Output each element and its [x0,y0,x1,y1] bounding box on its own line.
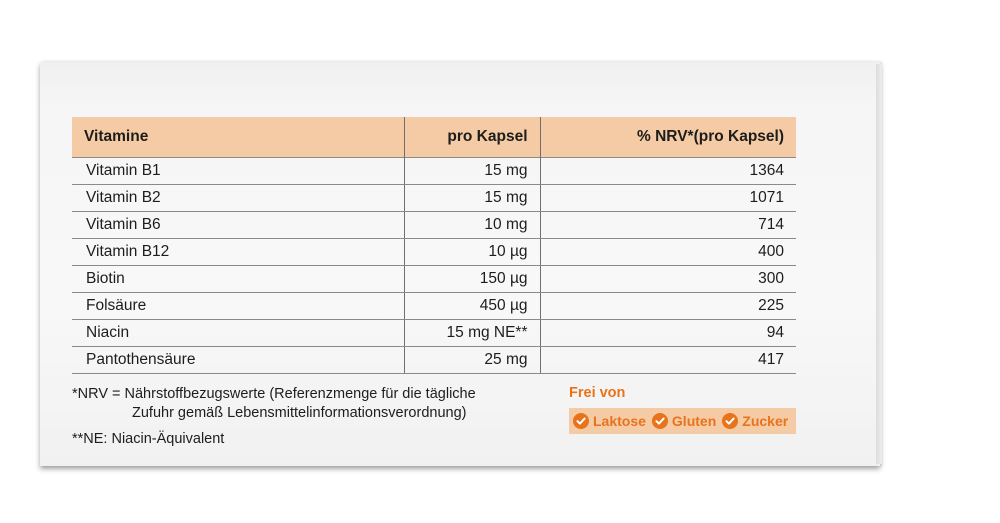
nrv-percent: 94 [540,320,796,347]
check-circle-icon [652,413,668,429]
free-from-item-laktose [573,413,646,429]
table-row [72,266,796,293]
header-vitamine: Vitamine [72,117,404,158]
header-nrv: % NRV*(pro Kapsel) [540,117,796,158]
amount-per-capsule: 450 µg [404,293,540,320]
check-circle-icon [722,413,738,429]
amount-per-capsule: 25 mg [404,347,540,374]
table-row [72,347,796,374]
table-header-row [72,117,796,158]
nrv-percent: 417 [540,347,796,374]
nrv-percent: 300 [540,266,796,293]
vitamin-name: Vitamin B1 [72,158,404,185]
amount-per-capsule: 15 mg [404,158,540,185]
amount-per-capsule: 10 mg [404,212,540,239]
table-row [72,320,796,347]
nrv-percent: 1071 [540,185,796,212]
vitamin-name: Biotin [72,266,404,293]
free-from-label: Frei von [569,385,626,401]
vitamin-name: Folsäure [72,293,404,320]
table-row [72,293,796,320]
free-from-item-zucker [722,413,788,429]
header-pro-kapsel: pro Kapsel [404,117,540,158]
vitamin-name: Niacin [72,320,404,347]
nrv-percent: 1364 [540,158,796,185]
vitamin-name: Vitamin B12 [72,239,404,266]
vitamin-name: Pantothensäure [72,347,404,374]
nutrition-table [72,117,796,374]
free-from-text: Zucker [742,413,789,429]
amount-per-capsule: 15 mg NE** [404,320,540,347]
nrv-percent: 225 [540,293,796,320]
table-row [72,185,796,212]
footnote-nrv-line2: Zufuhr gemäß Lebensmittelinformationsverordnung) [132,405,467,421]
free-from-text: Gluten [671,413,717,429]
vitamin-name: Vitamin B2 [72,185,404,212]
free-from-item-gluten [652,413,716,429]
vitamin-name: Vitamin B6 [72,212,404,239]
table-row [72,212,796,239]
free-from-text: Laktose [593,413,646,429]
amount-per-capsule: 15 mg [404,185,540,212]
nrv-percent: 400 [540,239,796,266]
amount-per-capsule: 150 µg [404,266,540,293]
package-side-edge [876,64,882,464]
amount-per-capsule: 10 µg [404,239,540,266]
nrv-percent: 714 [540,212,796,239]
free-from-badges [569,408,796,434]
check-circle-icon [573,413,589,429]
table-row [72,239,796,266]
footnote-nrv-line1: *NRV = Nährstoffbezugswerte (Referenzmenge für die tägliche [72,386,476,402]
table-row [72,158,796,185]
footnote-ne: **NE: Niacin-Äquivalent [72,431,225,447]
